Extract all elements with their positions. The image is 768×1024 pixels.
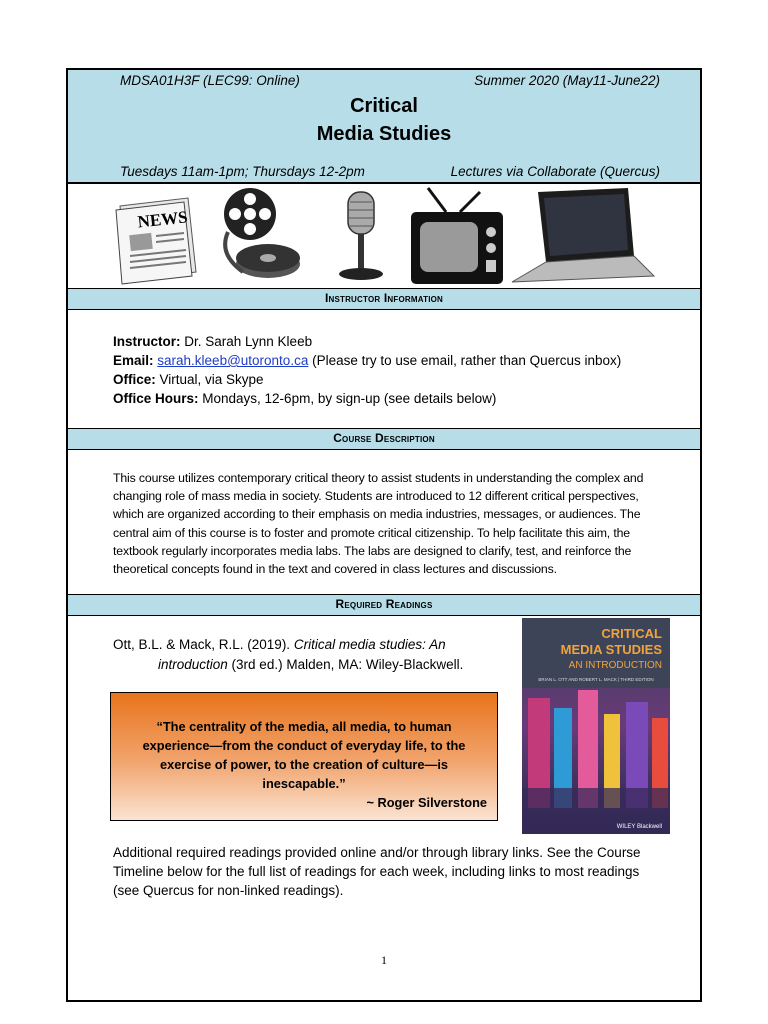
quote-box: [110, 692, 498, 821]
instructor-name: Dr. Sarah Lynn Kleeb: [180, 334, 313, 349]
additional-line: (see Quercus for non-linked readings).: [113, 883, 344, 898]
television-icon: [411, 188, 503, 284]
instructor-info: [113, 332, 621, 408]
film-reel-icon: [224, 188, 300, 278]
description-line: changing role of mass media in society. Students are introduced to 12 different critical perspectives,: [113, 489, 639, 504]
reference-line1: [113, 635, 513, 655]
cover-title2: MEDIA STUDIES: [560, 642, 662, 657]
quote-author: ~ Roger Silverstone: [366, 795, 487, 810]
cover-publisher: WILEY Blackwell: [616, 824, 662, 830]
quote-line: exercise of power, to the creation of culture—is: [159, 757, 448, 772]
course-header: [68, 70, 700, 184]
reference-authors: Ott, B.L. & Mack, R.L. (2019).: [113, 637, 294, 652]
laptop-icon: [512, 188, 654, 282]
section-header-description: [68, 428, 700, 450]
email-note: (Please try to use email, rather than Quercus inbox): [308, 353, 622, 368]
textbook-reference: [113, 635, 513, 675]
description-line: central aim of this course is to foster and promote critical citizenship. To help facilitate this aim, the: [113, 525, 630, 540]
additional-readings: [113, 843, 673, 900]
course-title-line2: Media Studies: [316, 123, 452, 145]
office-label: Office:: [113, 372, 156, 387]
office-hours-line: [113, 389, 621, 408]
reference-title-a: Critical media studies: An: [293, 637, 446, 652]
section-title: Instructor Information: [324, 291, 444, 305]
quote-line: experience—from the conduct of everyday life, to the: [142, 738, 466, 753]
cover-subtitle: AN INTRODUCTION: [568, 660, 662, 671]
section-title: Required Readings: [335, 597, 433, 611]
section-header-readings: [68, 594, 700, 616]
office-hours-label: Office Hours:: [113, 391, 199, 406]
page-number: 1: [381, 953, 387, 967]
instructor-line: [113, 332, 621, 351]
quote-line: “The centrality of the media, all media, to human: [156, 719, 452, 734]
course-description: [113, 469, 683, 578]
media-illustrations: [68, 184, 700, 288]
reference-title-b: introduction: [158, 657, 228, 672]
description-line: textbook regularly incorporates media labs. The labs are designed to clarify, test, and reinforce the: [113, 543, 632, 558]
description-line: which are organized according to their emphasis on media industries, messages, or audiences. The: [113, 507, 641, 522]
course-title-line1: Critical: [350, 95, 418, 117]
course-term: Summer 2020 (May11-June22): [474, 73, 660, 88]
textbook-cover-image: [522, 618, 670, 834]
section-header-instructor: [68, 288, 700, 310]
instructor-label: Instructor:: [113, 334, 181, 349]
course-schedule: Tuesdays 11am-1pm; Thursdays 12-2pm: [120, 164, 365, 179]
lecture-mode: Lectures via Collaborate (Quercus): [450, 164, 660, 179]
cover-title1: CRITICAL: [601, 626, 662, 641]
description-line: This course utilizes contemporary critical theory to assist students in understanding the complex and: [113, 471, 644, 485]
newspaper-headline: NEWS: [136, 207, 189, 232]
email-link[interactable]: sarah.kleeb@utoronto.ca: [157, 353, 309, 368]
additional-line: Timeline below for the full list of readings for each week, including links to most readings: [113, 864, 640, 879]
cover-authors: BRIAN L. OTT AND ROBERT L. MACK | THIRD EDITION: [538, 677, 654, 682]
course-code: MDSA01H3F (LEC99: Online): [120, 73, 300, 88]
reference-line2: [113, 655, 513, 675]
office-hours-value: Mondays, 12-6pm, by sign-up (see details below): [198, 391, 497, 406]
newspaper-icon: [116, 198, 196, 284]
reference-publication: (3rd ed.) Malden, MA: Wiley-Blackwell.: [227, 657, 464, 672]
description-line: theoretical concepts found in the text and covered in class lectures and discussions.: [113, 562, 557, 577]
additional-line: Additional required readings provided online and/or through library links. See the Course: [113, 845, 641, 860]
email-line: [113, 351, 621, 370]
office-line: [113, 370, 621, 389]
section-title: Course Description: [333, 431, 435, 445]
course-title: [68, 92, 700, 148]
email-label: Email:: [113, 353, 154, 368]
quote-line: inescapable.”: [262, 776, 346, 791]
microphone-icon: [339, 192, 383, 280]
office-value: Virtual, via Skype: [155, 372, 264, 387]
